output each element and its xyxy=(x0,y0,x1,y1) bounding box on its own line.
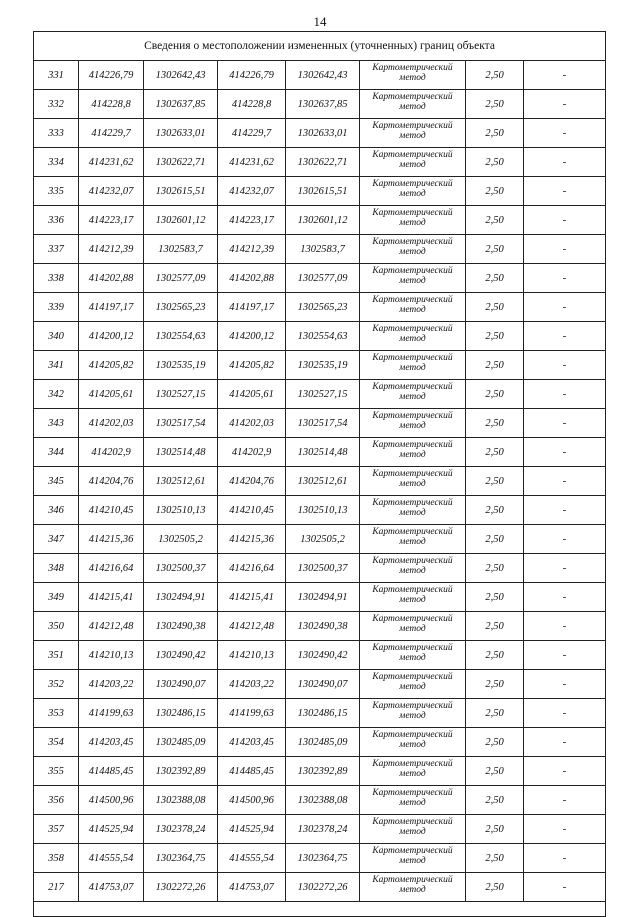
x-existing-cell: 414525,94 xyxy=(79,815,144,844)
method-cell: Картометрический метод xyxy=(360,554,466,583)
x-new-cell: 414202,88 xyxy=(218,264,286,293)
point-number-cell: 342 xyxy=(34,380,79,409)
accuracy-cell: 2,50 xyxy=(466,641,524,670)
method-cell: Картометрический метод xyxy=(360,728,466,757)
y-existing-cell: 1302512,61 xyxy=(144,467,218,496)
y-new-cell: 1302527,15 xyxy=(286,380,360,409)
y-new-cell: 1302486,15 xyxy=(286,699,360,728)
y-existing-cell: 1302554,63 xyxy=(144,322,218,351)
y-new-cell: 1302485,09 xyxy=(286,728,360,757)
y-new-cell: 1302510,13 xyxy=(286,496,360,525)
point-number-cell: 346 xyxy=(34,496,79,525)
accuracy-cell: 2,50 xyxy=(466,90,524,119)
method-cell: Картометрический метод xyxy=(360,322,466,351)
method-cell: Картометрический метод xyxy=(360,699,466,728)
x-new-cell: 414232,07 xyxy=(218,177,286,206)
x-new-cell: 414202,9 xyxy=(218,438,286,467)
y-new-cell: 1302622,71 xyxy=(286,148,360,177)
table-row xyxy=(34,728,606,757)
x-new-cell: 414216,64 xyxy=(218,554,286,583)
y-existing-cell: 1302577,09 xyxy=(144,264,218,293)
x-new-cell: 414210,13 xyxy=(218,641,286,670)
table-row xyxy=(34,641,606,670)
x-existing-cell: 414212,48 xyxy=(79,612,144,641)
x-existing-cell: 414500,96 xyxy=(79,786,144,815)
description-cell: - xyxy=(524,583,606,612)
description-cell: - xyxy=(524,496,606,525)
table-row xyxy=(34,786,606,815)
x-new-cell: 414205,61 xyxy=(218,380,286,409)
table-row xyxy=(34,148,606,177)
method-cell: Картометрический метод xyxy=(360,177,466,206)
table-title-row xyxy=(34,32,606,61)
y-existing-cell: 1302500,37 xyxy=(144,554,218,583)
x-new-cell: 414212,48 xyxy=(218,612,286,641)
table-row xyxy=(34,757,606,786)
x-new-cell: 414210,45 xyxy=(218,496,286,525)
table-row xyxy=(34,525,606,554)
description-cell: - xyxy=(524,438,606,467)
method-cell: Картометрический метод xyxy=(360,293,466,322)
y-existing-cell: 1302535,19 xyxy=(144,351,218,380)
description-cell: - xyxy=(524,119,606,148)
x-existing-cell: 414229,7 xyxy=(79,119,144,148)
method-cell: Картометрический метод xyxy=(360,351,466,380)
point-number-cell: 351 xyxy=(34,641,79,670)
description-cell: - xyxy=(524,525,606,554)
accuracy-cell: 2,50 xyxy=(466,583,524,612)
table-row xyxy=(34,90,606,119)
point-number-cell: 352 xyxy=(34,670,79,699)
table-row xyxy=(34,496,606,525)
x-existing-cell: 414210,45 xyxy=(79,496,144,525)
method-cell: Картометрический метод xyxy=(360,873,466,902)
point-number-cell: 344 xyxy=(34,438,79,467)
accuracy-cell: 2,50 xyxy=(466,757,524,786)
description-cell: - xyxy=(524,467,606,496)
y-new-cell: 1302565,23 xyxy=(286,293,360,322)
point-number-cell: 356 xyxy=(34,786,79,815)
y-new-cell: 1302601,12 xyxy=(286,206,360,235)
description-cell: - xyxy=(524,844,606,873)
point-number-cell: 338 xyxy=(34,264,79,293)
page-number: 14 xyxy=(313,14,327,29)
x-existing-cell: 414202,03 xyxy=(79,409,144,438)
x-existing-cell: 414215,41 xyxy=(79,583,144,612)
y-existing-cell: 1302601,12 xyxy=(144,206,218,235)
point-number-cell: 334 xyxy=(34,148,79,177)
y-new-cell: 1302490,38 xyxy=(286,612,360,641)
x-existing-cell: 414202,88 xyxy=(79,264,144,293)
method-cell: Картометрический метод xyxy=(360,90,466,119)
x-existing-cell: 414205,82 xyxy=(79,351,144,380)
accuracy-cell: 2,50 xyxy=(466,235,524,264)
description-cell: - xyxy=(524,235,606,264)
y-new-cell: 1302517,54 xyxy=(286,409,360,438)
y-new-cell: 1302500,37 xyxy=(286,554,360,583)
point-number-cell: 345 xyxy=(34,467,79,496)
table-row xyxy=(34,293,606,322)
y-new-cell: 1302388,08 xyxy=(286,786,360,815)
accuracy-cell: 2,50 xyxy=(466,438,524,467)
x-new-cell: 414215,36 xyxy=(218,525,286,554)
description-cell: - xyxy=(524,90,606,119)
y-existing-cell: 1302490,42 xyxy=(144,641,218,670)
y-new-cell: 1302494,91 xyxy=(286,583,360,612)
description-cell: - xyxy=(524,757,606,786)
x-new-cell: 414555,54 xyxy=(218,844,286,873)
accuracy-cell: 2,50 xyxy=(466,554,524,583)
y-existing-cell: 1302490,07 xyxy=(144,670,218,699)
accuracy-cell: 2,50 xyxy=(466,670,524,699)
y-existing-cell: 1302388,08 xyxy=(144,786,218,815)
description-cell: - xyxy=(524,728,606,757)
x-new-cell: 414197,17 xyxy=(218,293,286,322)
method-cell: Картометрический метод xyxy=(360,757,466,786)
description-cell: - xyxy=(524,293,606,322)
description-cell: - xyxy=(524,177,606,206)
x-existing-cell: 414232,07 xyxy=(79,177,144,206)
x-new-cell: 414226,79 xyxy=(218,61,286,90)
y-existing-cell: 1302517,54 xyxy=(144,409,218,438)
y-new-cell: 1302378,24 xyxy=(286,815,360,844)
y-new-cell: 1302490,42 xyxy=(286,641,360,670)
method-cell: Картометрический метод xyxy=(360,525,466,554)
description-cell: - xyxy=(524,554,606,583)
x-existing-cell: 414753,07 xyxy=(79,873,144,902)
point-number-cell: 341 xyxy=(34,351,79,380)
point-number-cell: 353 xyxy=(34,699,79,728)
method-cell: Картометрический метод xyxy=(360,380,466,409)
table-row xyxy=(34,177,606,206)
y-existing-cell: 1302583,7 xyxy=(144,235,218,264)
description-cell: - xyxy=(524,322,606,351)
x-existing-cell: 414205,61 xyxy=(79,380,144,409)
y-existing-cell: 1302485,09 xyxy=(144,728,218,757)
table-row xyxy=(34,119,606,148)
point-number-cell: 348 xyxy=(34,554,79,583)
x-existing-cell: 414231,62 xyxy=(79,148,144,177)
description-cell: - xyxy=(524,786,606,815)
x-new-cell: 414212,39 xyxy=(218,235,286,264)
table-row xyxy=(34,815,606,844)
x-new-cell: 414200,12 xyxy=(218,322,286,351)
accuracy-cell: 2,50 xyxy=(466,612,524,641)
table-row xyxy=(34,467,606,496)
y-existing-cell: 1302637,85 xyxy=(144,90,218,119)
description-cell: - xyxy=(524,641,606,670)
description-cell: - xyxy=(524,612,606,641)
x-existing-cell: 414226,79 xyxy=(79,61,144,90)
method-cell: Картометрический метод xyxy=(360,148,466,177)
point-number-cell: 340 xyxy=(34,322,79,351)
x-new-cell: 414229,7 xyxy=(218,119,286,148)
point-number-cell: 355 xyxy=(34,757,79,786)
x-existing-cell: 414203,45 xyxy=(79,728,144,757)
y-new-cell: 1302364,75 xyxy=(286,844,360,873)
x-existing-cell: 414228,8 xyxy=(79,90,144,119)
accuracy-cell: 2,50 xyxy=(466,61,524,90)
description-cell: - xyxy=(524,264,606,293)
table-row xyxy=(34,583,606,612)
method-cell: Картометрический метод xyxy=(360,641,466,670)
x-new-cell: 414203,45 xyxy=(218,728,286,757)
y-existing-cell: 1302527,15 xyxy=(144,380,218,409)
x-new-cell: 414228,8 xyxy=(218,90,286,119)
method-cell: Картометрический метод xyxy=(360,612,466,641)
y-existing-cell: 1302486,15 xyxy=(144,699,218,728)
x-new-cell: 414202,03 xyxy=(218,409,286,438)
x-new-cell: 414205,82 xyxy=(218,351,286,380)
y-new-cell: 1302554,63 xyxy=(286,322,360,351)
table-title: Сведения о местоположении измененных (уточненных) границ объекта xyxy=(34,32,606,61)
table-row xyxy=(34,844,606,873)
y-new-cell: 1302512,61 xyxy=(286,467,360,496)
accuracy-cell: 2,50 xyxy=(466,322,524,351)
x-existing-cell: 414216,64 xyxy=(79,554,144,583)
point-number-cell: 349 xyxy=(34,583,79,612)
point-number-cell: 333 xyxy=(34,119,79,148)
y-new-cell: 1302577,09 xyxy=(286,264,360,293)
point-number-cell: 331 xyxy=(34,61,79,90)
accuracy-cell: 2,50 xyxy=(466,786,524,815)
y-existing-cell: 1302272,26 xyxy=(144,873,218,902)
y-existing-cell: 1302490,38 xyxy=(144,612,218,641)
x-new-cell: 414199,63 xyxy=(218,699,286,728)
method-cell: Картометрический метод xyxy=(360,670,466,699)
table-row xyxy=(34,438,606,467)
table-row xyxy=(34,873,606,902)
table-row xyxy=(34,699,606,728)
description-cell: - xyxy=(524,873,606,902)
x-existing-cell: 414210,13 xyxy=(79,641,144,670)
method-cell: Картометрический метод xyxy=(360,235,466,264)
x-new-cell: 414753,07 xyxy=(218,873,286,902)
table-blank-row xyxy=(34,902,606,917)
method-cell: Картометрический метод xyxy=(360,206,466,235)
x-existing-cell: 414200,12 xyxy=(79,322,144,351)
description-cell: - xyxy=(524,815,606,844)
y-existing-cell: 1302514,48 xyxy=(144,438,218,467)
point-number-cell: 335 xyxy=(34,177,79,206)
y-existing-cell: 1302565,23 xyxy=(144,293,218,322)
accuracy-cell: 2,50 xyxy=(466,206,524,235)
y-existing-cell: 1302494,91 xyxy=(144,583,218,612)
y-existing-cell: 1302633,01 xyxy=(144,119,218,148)
description-cell: - xyxy=(524,206,606,235)
x-new-cell: 414231,62 xyxy=(218,148,286,177)
table-row xyxy=(34,351,606,380)
method-cell: Картометрический метод xyxy=(360,583,466,612)
point-number-cell: 357 xyxy=(34,815,79,844)
table-row xyxy=(34,264,606,293)
y-new-cell: 1302615,51 xyxy=(286,177,360,206)
y-existing-cell: 1302364,75 xyxy=(144,844,218,873)
y-existing-cell: 1302510,13 xyxy=(144,496,218,525)
accuracy-cell: 2,50 xyxy=(466,380,524,409)
accuracy-cell: 2,50 xyxy=(466,409,524,438)
y-new-cell: 1302272,26 xyxy=(286,873,360,902)
blank-cell xyxy=(34,902,606,917)
y-new-cell: 1302535,19 xyxy=(286,351,360,380)
method-cell: Картометрический метод xyxy=(360,264,466,293)
accuracy-cell: 2,50 xyxy=(466,815,524,844)
x-existing-cell: 414555,54 xyxy=(79,844,144,873)
accuracy-cell: 2,50 xyxy=(466,177,524,206)
accuracy-cell: 2,50 xyxy=(466,264,524,293)
point-number-cell: 336 xyxy=(34,206,79,235)
x-existing-cell: 414204,76 xyxy=(79,467,144,496)
table-row xyxy=(34,554,606,583)
y-new-cell: 1302392,89 xyxy=(286,757,360,786)
x-new-cell: 414204,76 xyxy=(218,467,286,496)
method-cell: Картометрический метод xyxy=(360,786,466,815)
method-cell: Картометрический метод xyxy=(360,61,466,90)
accuracy-cell: 2,50 xyxy=(466,293,524,322)
method-cell: Картометрический метод xyxy=(360,467,466,496)
y-new-cell: 1302514,48 xyxy=(286,438,360,467)
x-existing-cell: 414199,63 xyxy=(79,699,144,728)
x-new-cell: 414223,17 xyxy=(218,206,286,235)
x-existing-cell: 414223,17 xyxy=(79,206,144,235)
accuracy-cell: 2,50 xyxy=(466,148,524,177)
accuracy-cell: 2,50 xyxy=(466,873,524,902)
accuracy-cell: 2,50 xyxy=(466,119,524,148)
y-existing-cell: 1302378,24 xyxy=(144,815,218,844)
table-row xyxy=(34,235,606,264)
x-new-cell: 414203,22 xyxy=(218,670,286,699)
point-number-cell: 343 xyxy=(34,409,79,438)
method-cell: Картометрический метод xyxy=(360,496,466,525)
x-existing-cell: 414485,45 xyxy=(79,757,144,786)
method-cell: Картометрический метод xyxy=(360,438,466,467)
point-number-cell: 350 xyxy=(34,612,79,641)
y-existing-cell: 1302642,43 xyxy=(144,61,218,90)
y-new-cell: 1302505,2 xyxy=(286,525,360,554)
description-cell: - xyxy=(524,148,606,177)
accuracy-cell: 2,50 xyxy=(466,351,524,380)
point-number-cell: 332 xyxy=(34,90,79,119)
table-row xyxy=(34,409,606,438)
x-new-cell: 414485,45 xyxy=(218,757,286,786)
accuracy-cell: 2,50 xyxy=(466,844,524,873)
table-row xyxy=(34,380,606,409)
description-cell: - xyxy=(524,61,606,90)
x-new-cell: 414500,96 xyxy=(218,786,286,815)
accuracy-cell: 2,50 xyxy=(466,496,524,525)
x-new-cell: 414525,94 xyxy=(218,815,286,844)
x-existing-cell: 414212,39 xyxy=(79,235,144,264)
y-new-cell: 1302633,01 xyxy=(286,119,360,148)
table-row xyxy=(34,322,606,351)
y-new-cell: 1302583,7 xyxy=(286,235,360,264)
description-cell: - xyxy=(524,409,606,438)
point-number-cell: 217 xyxy=(34,873,79,902)
table-row xyxy=(34,612,606,641)
description-cell: - xyxy=(524,351,606,380)
y-existing-cell: 1302392,89 xyxy=(144,757,218,786)
y-new-cell: 1302637,85 xyxy=(286,90,360,119)
accuracy-cell: 2,50 xyxy=(466,728,524,757)
y-existing-cell: 1302622,71 xyxy=(144,148,218,177)
table-row xyxy=(34,670,606,699)
method-cell: Картометрический метод xyxy=(360,409,466,438)
point-number-cell: 337 xyxy=(34,235,79,264)
x-existing-cell: 414203,22 xyxy=(79,670,144,699)
method-cell: Картометрический метод xyxy=(360,119,466,148)
point-number-cell: 354 xyxy=(34,728,79,757)
y-new-cell: 1302642,43 xyxy=(286,61,360,90)
y-existing-cell: 1302615,51 xyxy=(144,177,218,206)
x-existing-cell: 414215,36 xyxy=(79,525,144,554)
coordinates-table xyxy=(33,31,606,917)
point-number-cell: 358 xyxy=(34,844,79,873)
point-number-cell: 347 xyxy=(34,525,79,554)
y-existing-cell: 1302505,2 xyxy=(144,525,218,554)
description-cell: - xyxy=(524,699,606,728)
x-existing-cell: 414202,9 xyxy=(79,438,144,467)
table-row xyxy=(34,206,606,235)
accuracy-cell: 2,50 xyxy=(466,467,524,496)
method-cell: Картометрический метод xyxy=(360,815,466,844)
method-cell: Картометрический метод xyxy=(360,844,466,873)
accuracy-cell: 2,50 xyxy=(466,699,524,728)
table-row xyxy=(34,61,606,90)
x-existing-cell: 414197,17 xyxy=(79,293,144,322)
description-cell: - xyxy=(524,670,606,699)
x-new-cell: 414215,41 xyxy=(218,583,286,612)
y-new-cell: 1302490,07 xyxy=(286,670,360,699)
accuracy-cell: 2,50 xyxy=(466,525,524,554)
point-number-cell: 339 xyxy=(34,293,79,322)
description-cell: - xyxy=(524,380,606,409)
